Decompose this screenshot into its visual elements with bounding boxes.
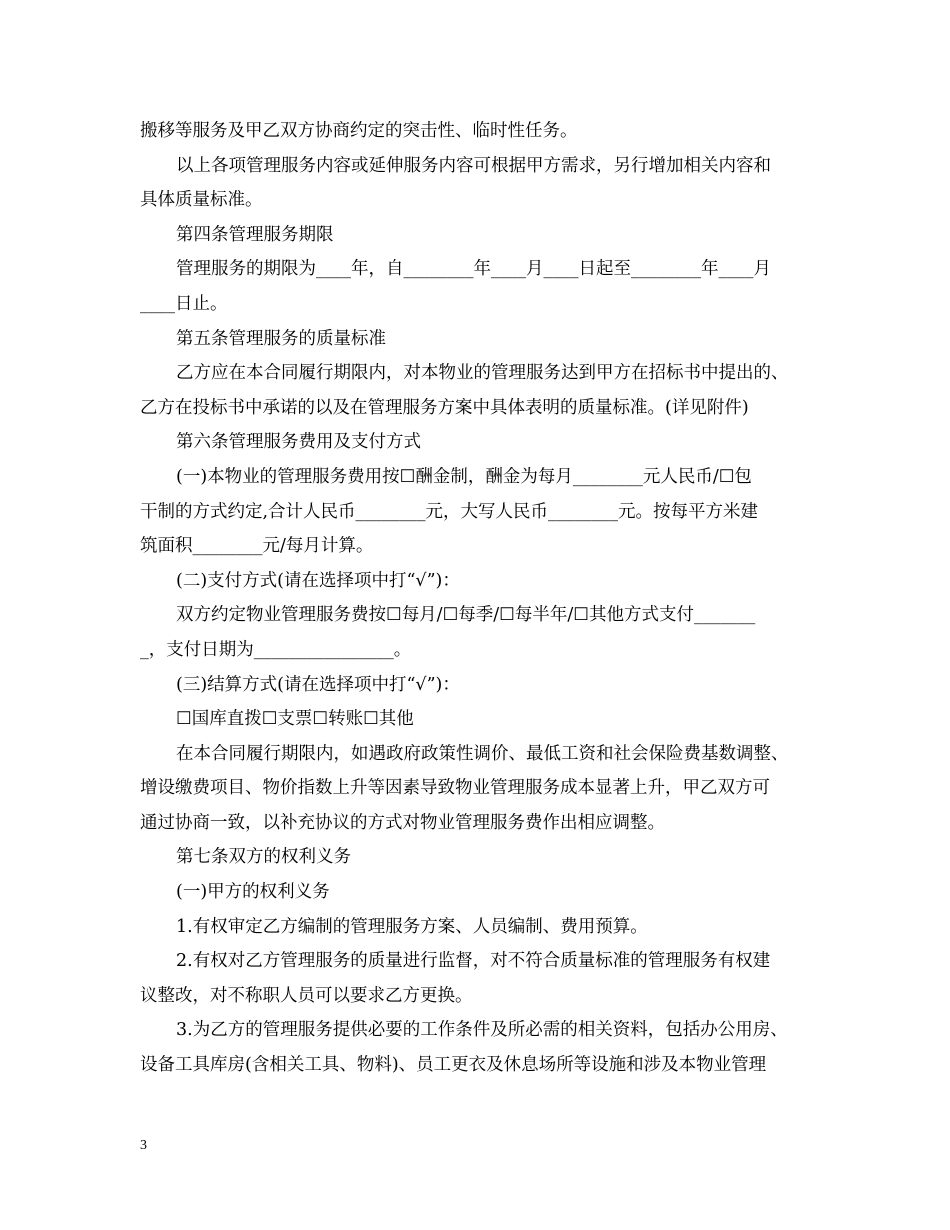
text-line: 第五条管理服务的质量标准 xyxy=(176,328,386,349)
text-line: 双方约定物业管理服务费按☐每月/☐每季/☐每半年/☐其他方式支付_______ xyxy=(176,605,756,626)
text-line: ☐国库直拨☐支票☐转账☐其他 xyxy=(176,709,414,730)
text-line: 筑面积________元/每月计算。 xyxy=(140,536,374,557)
text-line: 干制的方式约定,合计人民币________元，大写人民币________元。按每平方米建 xyxy=(140,501,759,522)
text-line: 以上各项管理服务内容或延伸服务内容可根据甲方需求，另行增加相关内容和 xyxy=(176,155,771,176)
text-line: 3.为乙方的管理服务提供必要的工作条件及所必需的相关资料，包括办公用房、 xyxy=(176,1020,788,1041)
text-line: 乙方应在本合同履行期限内，对本物业的管理服务达到甲方在招标书中提出的、 xyxy=(176,363,789,384)
document-body xyxy=(140,114,815,1083)
text-line: 设备工具库房(含相关工具、物料)、员工更衣及休息场所等设施和涉及本物业管理 xyxy=(140,1055,767,1076)
page-number: 3 xyxy=(140,1138,147,1153)
text-line: 议整改，对不称职人员可以要求乙方更换。 xyxy=(140,985,473,1006)
text-line: 乙方在投标书中承诺的以及在管理服务方案中具体表明的质量标准。(详见附件) xyxy=(140,397,749,418)
text-line: 2.有权对乙方管理服务的质量进行监督，对不符合质量标准的管理服务有权建 xyxy=(176,951,771,972)
text-line: (二)支付方式(请在选择项中打“√”)： xyxy=(176,570,460,591)
text-line: 1.有权审定乙方编制的管理服务方案、人员编制、费用预算。 xyxy=(176,916,648,937)
text-line: 通过协商一致，以补充协议的方式对物业管理服务费作出相应调整。 xyxy=(140,812,665,833)
text-line: 在本合同履行期限内，如遇政府政策性调价、最低工资和社会保险费基数调整、 xyxy=(176,743,789,764)
text-line: 第七条双方的权利义务 xyxy=(176,847,351,868)
text-line: 第六条管理服务费用及支付方式 xyxy=(176,432,421,453)
text-line: (一)甲方的权利义务 xyxy=(176,882,330,903)
text-line: 具体质量标准。 xyxy=(140,190,263,211)
text-line: (三)结算方式(请在选择项中打“√”)： xyxy=(176,674,460,695)
text-line: 管理服务的期限为____年，自________年____月____日起至________年____月 xyxy=(176,259,771,280)
text-line: _，支付日期为________________。 xyxy=(140,639,412,660)
text-line: 增设缴费项目、物价指数上升等因素导致物业管理服务成本显著上升，甲乙双方可 xyxy=(140,778,770,799)
text-line: ____日止。 xyxy=(140,293,228,314)
text-line: 搬移等服务及甲乙双方协商约定的突击性、临时性任务。 xyxy=(140,121,578,141)
text-line: (一)本物业的管理服务费用按☐酬金制，酬金为每月________元人民币/☐包 xyxy=(176,466,752,487)
text-line: 第四条管理服务期限 xyxy=(176,224,334,245)
